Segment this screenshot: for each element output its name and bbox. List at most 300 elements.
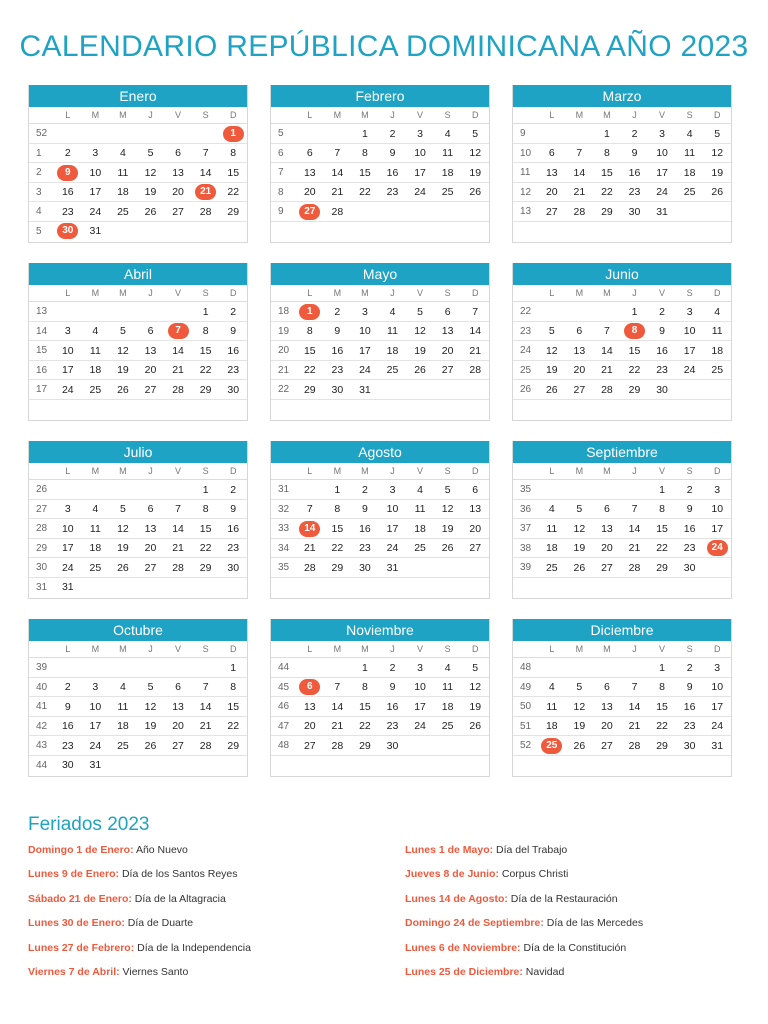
day-number: 3 [92, 681, 99, 693]
day-cell [703, 380, 731, 399]
day-cell [54, 202, 82, 221]
day-cell [434, 500, 462, 519]
week-number [271, 756, 296, 776]
day-number: 24 [386, 542, 399, 554]
day-cell [676, 736, 704, 755]
weekday-header: M [575, 644, 584, 654]
day-number: 1 [604, 127, 610, 140]
day-cell [593, 658, 621, 677]
day-cell [54, 380, 82, 399]
day-number: 17 [89, 720, 102, 732]
day-number: 14 [172, 344, 184, 357]
week-number-header [29, 107, 54, 124]
day-number: 9 [230, 503, 237, 515]
day-cell [593, 302, 621, 321]
day-cell [109, 183, 137, 202]
day-cell [219, 202, 247, 221]
day-cell [676, 124, 704, 143]
week-number: 5 [36, 225, 42, 237]
week-number: 42 [36, 720, 48, 732]
week-number [271, 222, 296, 242]
day-cell [566, 539, 594, 558]
week-number: 20 [278, 345, 290, 356]
day-number: 30 [227, 561, 240, 574]
day-cell [109, 578, 137, 598]
day-cell [566, 380, 594, 399]
day-cell [676, 380, 704, 399]
day-number: 3 [714, 661, 721, 674]
day-number: 8 [362, 147, 368, 159]
month-julio [28, 441, 248, 599]
day-cell [137, 302, 165, 321]
day-cell [676, 519, 704, 538]
day-cell [82, 202, 110, 221]
day-cell [54, 558, 82, 577]
day-number: 6 [444, 305, 451, 318]
day-cell [137, 519, 165, 538]
holiday-name: Viernes Santo [122, 965, 189, 978]
weekday-header: V [417, 288, 424, 298]
day-cell [648, 202, 676, 221]
day-number: 26 [441, 542, 454, 554]
day-cell [219, 558, 247, 577]
week-row [29, 717, 247, 737]
day-cell [54, 302, 82, 321]
day-number: 11 [546, 700, 558, 713]
holiday-day: 30 [57, 223, 78, 239]
day-number: 1 [659, 483, 665, 496]
weekday-header: M [333, 110, 342, 120]
day-cell [703, 736, 731, 755]
day-number: 7 [306, 503, 313, 515]
day-number: 7 [576, 147, 583, 159]
day-number: 14 [469, 325, 482, 337]
day-cell [219, 736, 247, 755]
day-number: 22 [303, 364, 316, 376]
week-row [271, 539, 489, 559]
weekday-header: M [91, 466, 100, 476]
holiday-name: Año Nuevo [135, 844, 188, 856]
day-number: 26 [469, 720, 482, 732]
day-cell [621, 222, 649, 242]
day-number: 10 [414, 147, 426, 159]
holiday-name: Corpus Christi [501, 868, 569, 881]
day-number: 22 [656, 542, 668, 554]
day-cell [434, 678, 462, 697]
day-number: 16 [331, 344, 344, 357]
day-cell [461, 697, 489, 716]
day-number: 4 [548, 503, 555, 515]
week-number: 10 [520, 147, 532, 159]
day-number: 28 [628, 561, 641, 574]
day-number: 19 [144, 186, 157, 198]
day-number: 5 [147, 147, 154, 159]
day-cell [434, 361, 462, 380]
day-number: 28 [172, 561, 184, 574]
day-number: 10 [656, 147, 668, 159]
day-cell [192, 202, 220, 221]
week-number: 37 [520, 523, 532, 534]
week-number: 31 [36, 581, 48, 593]
day-cell [54, 717, 82, 736]
day-number: 14 [331, 166, 344, 179]
day-cell [703, 322, 731, 341]
week-row [271, 480, 489, 500]
week-row [29, 756, 247, 776]
holiday-day: 24 [707, 540, 728, 556]
day-number: 4 [120, 681, 126, 693]
weekday-header: M [361, 288, 369, 298]
weekday-header-row [513, 107, 731, 124]
day-number: 2 [686, 483, 693, 496]
day-cell [137, 144, 165, 163]
day-number: 29 [656, 739, 668, 752]
weekday-header-row [513, 463, 731, 480]
day-cell [621, 539, 649, 558]
day-cell [461, 558, 489, 577]
day-number: 28 [469, 364, 482, 376]
day-number: 16 [386, 166, 399, 179]
day-cell [538, 144, 566, 163]
week-row [29, 697, 247, 717]
day-number: 15 [199, 344, 212, 357]
day-cell [406, 539, 434, 558]
week-row [513, 539, 731, 559]
holiday-name: Día de la Independencia [137, 941, 251, 954]
day-cell [593, 736, 621, 755]
day-cell [566, 519, 594, 538]
weekday-header: L [307, 644, 313, 654]
day-number: 11 [442, 681, 454, 693]
day-number: 23 [386, 720, 399, 732]
day-number: 17 [386, 522, 399, 535]
day-number: 2 [334, 305, 341, 318]
day-number: 26 [573, 739, 586, 752]
week-row [271, 124, 489, 144]
week-row [271, 163, 489, 183]
day-cell [621, 322, 649, 341]
day-number: 3 [64, 503, 71, 515]
day-cell [538, 341, 566, 360]
day-cell [82, 736, 110, 755]
day-cell [109, 302, 137, 321]
day-cell [461, 341, 489, 360]
day-cell [461, 202, 489, 221]
day-number: 1 [362, 127, 368, 140]
day-number: 16 [227, 344, 240, 357]
month-noviembre [270, 619, 490, 777]
day-number: 20 [172, 186, 184, 198]
day-cell [351, 658, 379, 677]
week-number: 1 [36, 147, 42, 159]
day-cell [379, 124, 407, 143]
day-cell [351, 341, 379, 360]
day-number: 16 [628, 166, 641, 179]
day-cell [164, 202, 192, 221]
day-number: 13 [573, 344, 586, 357]
week-number [513, 756, 538, 776]
weekday-header: J [390, 110, 395, 120]
week-number-header [271, 285, 296, 302]
day-cell [109, 697, 137, 716]
week-row [271, 736, 489, 756]
day-number: 13 [303, 166, 316, 179]
day-cell [296, 697, 324, 716]
weekday-header: D [229, 644, 237, 654]
day-cell [538, 322, 566, 341]
week-row [29, 558, 247, 578]
week-number [271, 578, 296, 598]
day-number: 10 [711, 681, 724, 693]
day-cell [164, 124, 192, 143]
day-cell [296, 222, 324, 242]
day-cell [648, 558, 676, 577]
day-cell [351, 124, 379, 143]
day-cell [296, 480, 324, 499]
day-cell [296, 736, 324, 755]
day-cell [82, 697, 110, 716]
day-cell [82, 578, 110, 598]
day-cell [566, 400, 594, 420]
week-row [29, 361, 247, 381]
day-number: 7 [334, 147, 341, 159]
day-number: 8 [604, 147, 610, 159]
day-number: 26 [144, 205, 157, 218]
day-cell [192, 578, 220, 598]
day-number: 30 [227, 383, 240, 396]
day-cell [164, 341, 192, 360]
day-cell [164, 558, 192, 577]
day-number: 12 [469, 147, 482, 159]
day-number: 28 [172, 383, 184, 396]
day-cell [461, 361, 489, 380]
day-cell [538, 736, 566, 755]
week-row [29, 678, 247, 698]
day-number: 13 [144, 344, 157, 357]
day-cell [109, 124, 137, 143]
day-number: 24 [683, 364, 696, 376]
week-row [29, 144, 247, 164]
day-cell [538, 500, 566, 519]
holiday-date: Lunes 30 de Enero: [28, 917, 125, 930]
week-row [271, 400, 489, 420]
day-cell [296, 202, 324, 221]
weekday-header: S [202, 110, 209, 120]
day-cell [164, 480, 192, 499]
day-number: 6 [147, 325, 154, 337]
day-cell [648, 736, 676, 755]
day-number: 23 [61, 739, 74, 752]
day-cell [219, 144, 247, 163]
weekday-header: V [659, 466, 666, 476]
holiday-item [28, 843, 405, 867]
day-cell [461, 678, 489, 697]
day-cell [621, 183, 649, 202]
day-cell [137, 558, 165, 577]
day-cell [461, 222, 489, 242]
day-cell [379, 500, 407, 519]
day-cell [461, 519, 489, 538]
day-cell [538, 222, 566, 242]
day-number: 29 [303, 383, 316, 396]
weekday-header: M [119, 466, 127, 476]
weekday-header: V [175, 644, 182, 654]
day-number: 26 [573, 561, 586, 574]
day-cell [192, 519, 220, 538]
day-number: 13 [441, 325, 454, 337]
day-number: 4 [120, 147, 126, 159]
day-number: 12 [117, 344, 129, 357]
day-number: 6 [576, 325, 583, 337]
day-cell [192, 756, 220, 776]
day-cell [164, 500, 192, 519]
week-row [513, 697, 731, 717]
day-cell [434, 717, 462, 736]
day-number: 23 [683, 720, 696, 732]
day-cell [324, 183, 352, 202]
week-number-header [29, 641, 54, 658]
day-cell [109, 539, 137, 558]
day-number: 12 [144, 166, 157, 179]
day-cell [164, 380, 192, 399]
day-number: 23 [227, 542, 240, 554]
day-number: 19 [711, 166, 724, 179]
week-row [29, 539, 247, 559]
week-number: 24 [520, 345, 532, 356]
day-cell [351, 380, 379, 399]
day-cell [461, 480, 489, 499]
day-number: 25 [89, 383, 102, 396]
month-header: Enero [29, 85, 247, 107]
week-number: 44 [278, 662, 290, 673]
day-cell [621, 202, 649, 221]
week-number: 43 [36, 740, 48, 751]
day-cell [703, 658, 731, 677]
day-cell [296, 144, 324, 163]
month-enero [28, 85, 248, 243]
weekday-header: J [632, 466, 637, 476]
week-row [513, 480, 731, 500]
week-row [513, 558, 731, 578]
week-number: 50 [520, 701, 532, 712]
day-number: 17 [711, 700, 724, 713]
weekday-header-row [513, 285, 731, 302]
week-number: 11 [520, 167, 531, 178]
week-number: 40 [36, 681, 48, 693]
weekday-header: M [119, 644, 127, 654]
week-row [513, 163, 731, 183]
day-cell [54, 500, 82, 519]
day-cell [192, 400, 220, 420]
day-cell [296, 658, 324, 677]
day-number: 11 [414, 503, 426, 515]
day-number: 10 [89, 700, 102, 713]
day-cell [54, 400, 82, 420]
day-number: 30 [628, 205, 641, 218]
day-cell [676, 658, 704, 677]
day-cell [54, 183, 82, 202]
month-header: Junio [513, 263, 731, 285]
day-cell [461, 322, 489, 341]
day-number: 12 [545, 344, 558, 357]
day-cell [593, 519, 621, 538]
day-cell [566, 658, 594, 677]
day-number: 7 [604, 325, 610, 337]
day-cell [621, 302, 649, 321]
day-cell [164, 163, 192, 182]
day-cell [324, 519, 352, 538]
day-cell [379, 578, 407, 598]
day-cell [192, 658, 220, 677]
day-number: 4 [686, 127, 693, 140]
day-cell [109, 717, 137, 736]
day-number: 22 [331, 542, 344, 554]
weekday-header: V [175, 466, 182, 476]
day-cell [648, 124, 676, 143]
week-number [513, 222, 538, 242]
weekday-header: D [229, 288, 237, 298]
day-cell [379, 163, 407, 182]
day-number: 5 [472, 661, 479, 674]
day-cell [82, 480, 110, 499]
week-row [271, 578, 489, 598]
week-row [513, 756, 731, 776]
day-cell [648, 302, 676, 321]
holiday-item [405, 916, 748, 940]
day-number: 3 [64, 325, 71, 337]
week-row [29, 400, 247, 420]
day-cell [379, 183, 407, 202]
day-number: 1 [362, 661, 368, 674]
day-number: 15 [359, 700, 371, 713]
day-cell [593, 380, 621, 399]
week-number-header [271, 107, 296, 124]
day-number: 18 [683, 166, 696, 179]
day-cell [538, 361, 566, 380]
day-number: 21 [628, 542, 641, 554]
day-number: 17 [61, 542, 74, 554]
day-number: 20 [303, 720, 316, 732]
day-cell [164, 519, 192, 538]
day-cell [434, 222, 462, 242]
day-cell [703, 361, 731, 380]
day-cell [192, 697, 220, 716]
day-cell [406, 361, 434, 380]
day-number: 12 [414, 325, 426, 337]
day-cell [82, 322, 110, 341]
day-number: 14 [331, 700, 344, 713]
day-cell [406, 736, 434, 755]
weekday-header-row [29, 285, 247, 302]
week-number: 29 [36, 542, 48, 554]
day-cell [137, 578, 165, 598]
day-cell [351, 361, 379, 380]
day-cell [351, 697, 379, 716]
weekday-header: L [307, 466, 313, 476]
weekday-header: J [632, 110, 637, 120]
day-number: 20 [601, 720, 613, 732]
day-number: 12 [573, 522, 586, 535]
day-cell [219, 658, 247, 677]
day-number: 11 [546, 522, 558, 535]
day-cell [164, 322, 192, 341]
day-cell [648, 380, 676, 399]
day-cell [296, 539, 324, 558]
day-cell [434, 302, 462, 321]
day-cell [461, 380, 489, 399]
day-cell [137, 380, 165, 399]
day-cell [351, 578, 379, 598]
